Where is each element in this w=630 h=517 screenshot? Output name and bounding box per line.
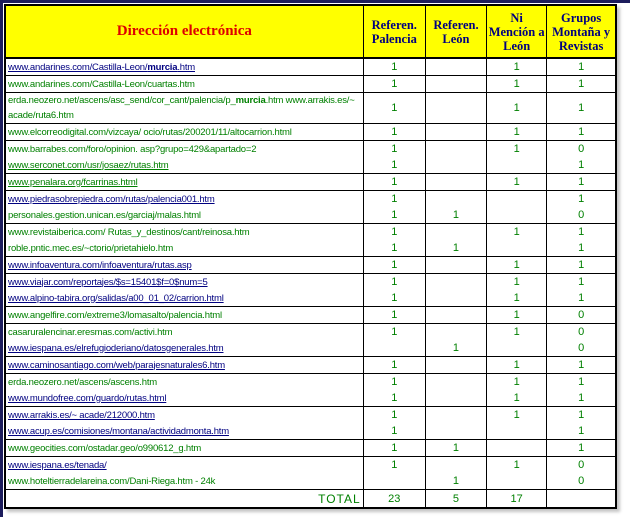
count-cell-col3 [487,157,547,174]
url-link[interactable] [5,174,363,191]
table-row [5,207,616,224]
count-cell-col2 [425,390,486,407]
url-text [5,240,363,257]
table-row [5,58,616,76]
count-cell-col3: 1 [487,124,547,141]
count-cell-col1: 1 [363,141,425,158]
count-cell-col2: 1 [425,207,486,224]
count-cell-col4: 1 [547,224,616,241]
table-row [5,340,616,357]
url-segment: www.hoteltierradelareina.com/Dani-Riega.htm - 24k [8,475,216,487]
table-row [5,324,616,341]
url-link[interactable] [5,457,363,474]
url-segment-bold: murcia [235,95,266,106]
url-segment: www.iespana.es/elrefugioderiano/datosgenerales.htm [8,342,224,354]
table-body [5,58,616,490]
count-cell-col1: 1 [363,423,425,440]
url-segment: www.mundofree.com/guardo/rutas.html [8,392,167,404]
count-cell-col1: 1 [363,191,425,208]
count-cell-col2 [425,93,486,124]
url-segment: www.andarines.com/Castilla-Leon/cuartas.htm [8,78,195,90]
count-cell-col4: 0 [547,340,616,357]
url-text [5,374,363,391]
count-cell-col4: 0 [547,141,616,158]
total-label: TOTAL [5,490,363,509]
count-cell-col3: 1 [487,76,547,93]
column-header-direccion: Dirección electrónica [5,5,363,58]
count-cell-col3: 1 [487,407,547,424]
count-cell-col2 [425,124,486,141]
url-segment: erda.neozero.net/ascens/ascens.htm [8,376,157,388]
url-text [5,124,363,141]
url-segment: www.infoaventura.com/infoaventura/rutas.asp [8,259,192,271]
url-link[interactable] [5,191,363,208]
table-row [5,407,616,424]
url-segment: .htm www.arrakis.es/~ acade/ruta6.htm [8,95,355,121]
url-link[interactable] [5,290,363,307]
count-cell-col2 [425,423,486,440]
url-segment: casaruralencinar.eresmas.com/activi.htm [8,326,173,338]
table-row [5,174,616,191]
count-cell-col3: 1 [487,274,547,291]
count-cell-col3 [487,340,547,357]
url-segment: www.acup.es/comisiones/montana/actividadmonta.htm [8,425,229,437]
count-cell-col4: 1 [547,274,616,291]
table-row [5,274,616,291]
url-link[interactable] [5,390,363,407]
count-cell-col2 [425,257,486,274]
table-row [5,257,616,274]
url-segment: www.caminosantiago.com/web/parajesnaturales6.htm [8,359,225,371]
count-cell-col3: 1 [487,390,547,407]
count-cell-col2 [425,457,486,474]
count-cell-col1: 1 [363,240,425,257]
url-text [5,76,363,93]
count-cell-col2 [425,374,486,391]
count-cell-col4: 1 [547,390,616,407]
count-cell-col1: 1 [363,324,425,341]
count-cell-col4: 1 [547,357,616,374]
column-header-grupos-montana: Grupos Montaña y Revistas [547,5,616,58]
total-row [5,490,616,509]
count-cell-col4: 0 [547,473,616,490]
table-row [5,374,616,391]
table-row [5,124,616,141]
count-cell-col3: 1 [487,324,547,341]
count-cell-col3: 1 [487,307,547,324]
count-cell-col4: 1 [547,76,616,93]
url-segment: www.piedrasobrepiedra.com/rutas/palencia001.htm [8,193,215,205]
count-cell-col4: 0 [547,207,616,224]
count-cell-col2 [425,76,486,93]
url-segment: erda.neozero.net/ascens/asc_send/cor_cant/palencia/p_ [8,95,236,106]
url-segment: www.geocities.com/ostadar.geo/o990612_g.htm [8,442,202,454]
count-cell-col1: 1 [363,274,425,291]
url-link[interactable] [5,357,363,374]
count-cell-col4: 1 [547,191,616,208]
url-segment: www.revistaiberica.com/ Rutas_y_destinos/cant/reinosa.htm [8,226,250,238]
count-cell-col2 [425,407,486,424]
url-text [5,141,363,158]
url-link[interactable] [5,274,363,291]
page-frame-top [0,0,630,3]
count-cell-col3: 1 [487,374,547,391]
count-cell-col2 [425,224,486,241]
count-cell-col3: 1 [487,457,547,474]
count-cell-col3 [487,191,547,208]
url-segment: www.andarines.com/Castilla-Leon/ [8,61,148,73]
count-cell-col3 [487,240,547,257]
count-cell-col2 [425,157,486,174]
count-cell-col3: 1 [487,224,547,241]
table-header [5,5,616,58]
count-cell-col3 [487,207,547,224]
table-row [5,423,616,440]
count-cell-col3: 1 [487,257,547,274]
url-link[interactable] [5,340,363,357]
column-header-ni-mencion: Ni Mención a León [487,5,547,58]
count-cell-col4: 1 [547,174,616,191]
count-cell-col2: 1 [425,473,486,490]
table-row [5,191,616,208]
count-cell-col4: 1 [547,374,616,391]
count-cell-col1: 1 [363,93,425,124]
count-cell-col1: 1 [363,290,425,307]
count-cell-col2 [425,357,486,374]
count-cell-col1: 1 [363,257,425,274]
count-cell-col4: 1 [547,240,616,257]
url-text [5,440,363,457]
count-cell-col3 [487,423,547,440]
url-segment: www.alpino-tabira.org/salidas/a00_01_02/carrion.html [8,292,224,304]
count-cell-col1: 1 [363,174,425,191]
column-header-referen-palencia: Referen. Palencia [363,5,425,58]
count-cell-col4: 1 [547,257,616,274]
total-referen-palencia: 23 [363,490,425,509]
url-segment-bold: murcia [147,61,178,73]
count-cell-col4: 1 [547,58,616,76]
column-header-referen-leon: Referen. León [425,5,486,58]
count-cell-col2 [425,174,486,191]
count-cell-col1 [363,473,425,490]
count-cell-col4: 1 [547,290,616,307]
url-segment: www.elcorreodigital.com/vizcaya/ ocio/rutas/200201/11/altocarrion.html [8,126,292,138]
count-cell-col1: 1 [363,157,425,174]
url-segment: www.penalara.org/fcarrinas.html [8,176,138,188]
url-text [5,473,363,490]
count-cell-col3 [487,473,547,490]
url-segment: .htm [177,61,195,73]
count-cell-col1: 1 [363,357,425,374]
url-segment: www.serconet.com/usr/josaez/rutas.htm [8,159,169,171]
table-row [5,240,616,257]
url-text [5,224,363,241]
url-segment: www.arrakis.es/~ acade/212000.htm [8,409,155,421]
table-row [5,290,616,307]
count-cell-col1: 1 [363,390,425,407]
page-frame-left [0,0,3,517]
count-cell-col4: 0 [547,307,616,324]
url-text [5,93,363,124]
count-cell-col2: 1 [425,440,486,457]
url-segment: www.barrabes.com/foro/opinion. asp?grupo=429&apartado=2 [8,143,257,155]
url-link[interactable] [5,423,363,440]
count-cell-col4: 1 [547,440,616,457]
url-segment: www.angelfire.com/extreme3/lomasalto/palencia.html [8,309,222,321]
url-link[interactable] [5,58,363,76]
url-text [5,324,363,341]
table-row [5,141,616,158]
count-cell-col4: 1 [547,423,616,440]
url-reference-table [4,4,617,509]
count-cell-col2 [425,307,486,324]
url-segment: www.iespana.es/tenada/ [8,459,107,471]
count-cell-col3: 1 [487,290,547,307]
count-cell-col1: 1 [363,307,425,324]
url-segment: www.viajar.com/reportajes/$s=15401$f=0$num=5 [8,276,208,288]
count-cell-col1: 1 [363,224,425,241]
table-row [5,224,616,241]
count-cell-col1: 1 [363,207,425,224]
count-cell-col4: 0 [547,457,616,474]
count-cell-col1: 1 [363,407,425,424]
table-row [5,76,616,93]
count-cell-col1: 1 [363,124,425,141]
count-cell-col4: 1 [547,93,616,124]
table-row [5,157,616,174]
table-row [5,357,616,374]
count-cell-col2 [425,274,486,291]
url-segment: personales.gestion.unican.es/garciaj/malas.html [8,209,201,221]
count-cell-col4: 1 [547,157,616,174]
count-cell-col1 [363,340,425,357]
count-cell-col1: 1 [363,457,425,474]
count-cell-col1: 1 [363,440,425,457]
count-cell-col3: 1 [487,174,547,191]
total-grupos [547,490,616,509]
total-referen-leon: 5 [425,490,486,509]
table-row [5,93,616,124]
url-link[interactable] [5,407,363,424]
count-cell-col1: 1 [363,58,425,76]
total-ni-mencion: 17 [487,490,547,509]
count-cell-col1: 1 [363,76,425,93]
count-cell-col3 [487,440,547,457]
count-cell-col3: 1 [487,357,547,374]
count-cell-col2 [425,324,486,341]
table-row [5,390,616,407]
url-text [5,307,363,324]
count-cell-col2 [425,191,486,208]
table-row [5,457,616,474]
count-cell-col4: 1 [547,407,616,424]
url-segment: roble.pntic.mec.es/~ctorio/prietahielo.htm [8,242,174,254]
count-cell-col3: 1 [487,58,547,76]
count-cell-col4: 1 [547,124,616,141]
count-cell-col1: 1 [363,374,425,391]
url-link[interactable] [5,157,363,174]
count-cell-col4: 0 [547,324,616,341]
table-row [5,440,616,457]
count-cell-col2 [425,58,486,76]
count-cell-col2 [425,141,486,158]
count-cell-col2: 1 [425,240,486,257]
count-cell-col2 [425,290,486,307]
count-cell-col3: 1 [487,93,547,124]
table-row [5,473,616,490]
url-link[interactable] [5,257,363,274]
count-cell-col2: 1 [425,340,486,357]
url-text [5,207,363,224]
count-cell-col3: 1 [487,141,547,158]
table-row [5,307,616,324]
